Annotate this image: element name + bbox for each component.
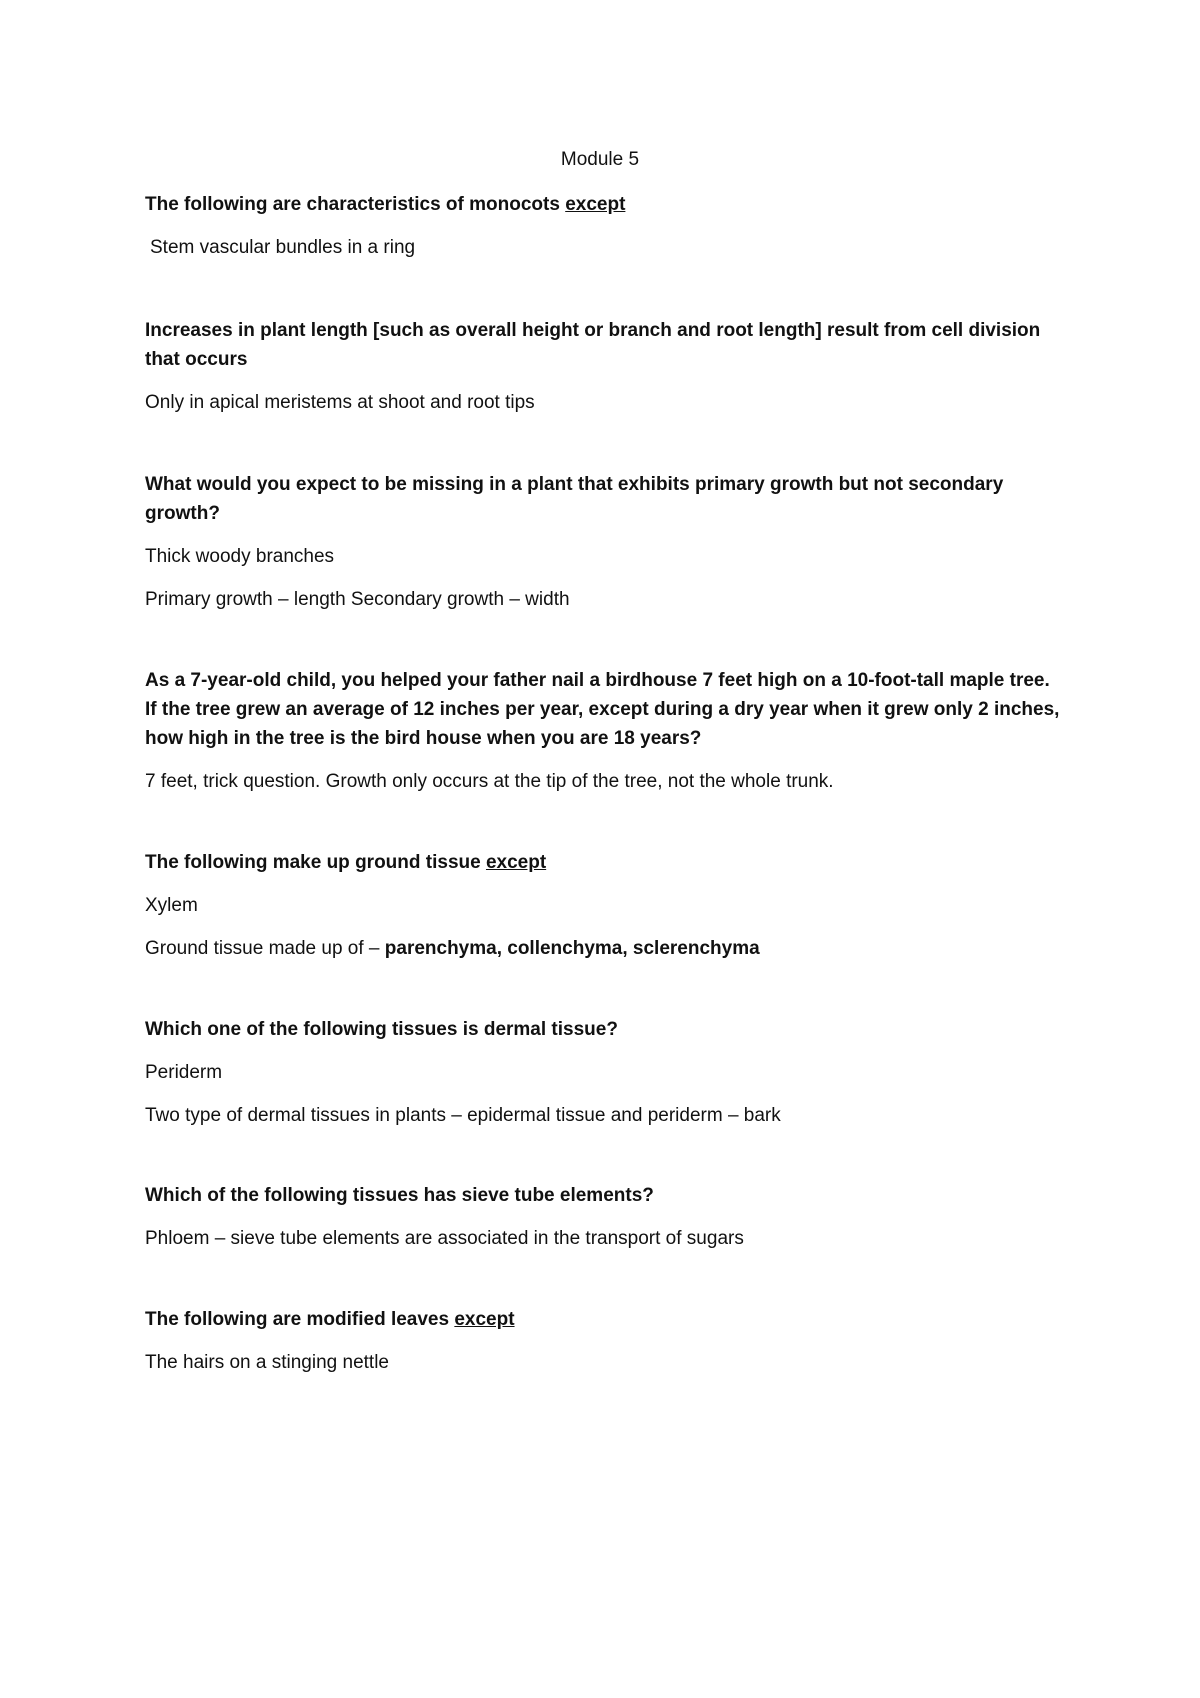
question-text: Increases in plant length [such as overall height or branch and root length] result from cell division that occurs <box>145 320 1041 370</box>
answer-text: Phloem – sieve tube elements are associated in the transport of sugars <box>145 1228 744 1249</box>
answer-note: Ground tissue made up of – parenchyma, collenchyma, sclerenchyma <box>145 938 760 959</box>
except-emphasis: except <box>485 852 547 873</box>
answer-note: Primary growth – length Secondary growth – width <box>145 589 570 610</box>
question-list <box>145 190 1065 1429</box>
answer-text: Thick woody branches <box>145 546 335 567</box>
question-block <box>145 1015 1065 1130</box>
question-block <box>145 1181 1065 1253</box>
answer-text: Stem vascular bundles in a ring <box>150 237 416 258</box>
question-block <box>145 1305 1065 1377</box>
question-text: The following make up ground tissue except <box>145 852 547 873</box>
question-block <box>145 190 1065 262</box>
question-text: The following are modified leaves except <box>145 1309 515 1330</box>
question-text: The following are characteristics of monocots except <box>145 194 626 215</box>
question-block <box>145 316 1065 417</box>
except-emphasis: except <box>565 194 626 215</box>
answer-note: Two type of dermal tissues in plants – epidermal tissue and periderm – bark <box>145 1105 781 1126</box>
question-text: As a 7-year-old child, you helped your father nail a birdhouse 7 feet high on a 10-foot-tall maple tree. If the tree grew an average of 12 inches per year, except during a dry year when it grew only 2 inches, how high in the tree is the bird house when you are 18 years? <box>145 670 1060 749</box>
question-block <box>145 666 1065 796</box>
except-emphasis: except <box>454 1309 515 1330</box>
question-text: Which one of the following tissues is dermal tissue? <box>145 1019 618 1040</box>
answer-text: Periderm <box>145 1062 223 1083</box>
answer-text: Xylem <box>145 895 198 916</box>
question-text: Which of the following tissues has sieve tube elements? <box>145 1185 654 1206</box>
answer-text: 7 feet, trick question. Growth only occurs at the tip of the tree, not the whole trunk. <box>145 771 834 792</box>
answer-text: Only in apical meristems at shoot and root tips <box>145 392 535 413</box>
question-block <box>145 848 1065 963</box>
question-block <box>145 470 1065 614</box>
answer-emphasis: parenchyma, collenchyma, sclerenchyma <box>384 938 760 959</box>
question-text: What would you expect to be missing in a plant that exhibits primary growth but not secondary growth? <box>145 474 1004 524</box>
answer-text: The hairs on a stinging nettle <box>145 1352 389 1373</box>
page-title: Module 5 <box>560 149 640 170</box>
